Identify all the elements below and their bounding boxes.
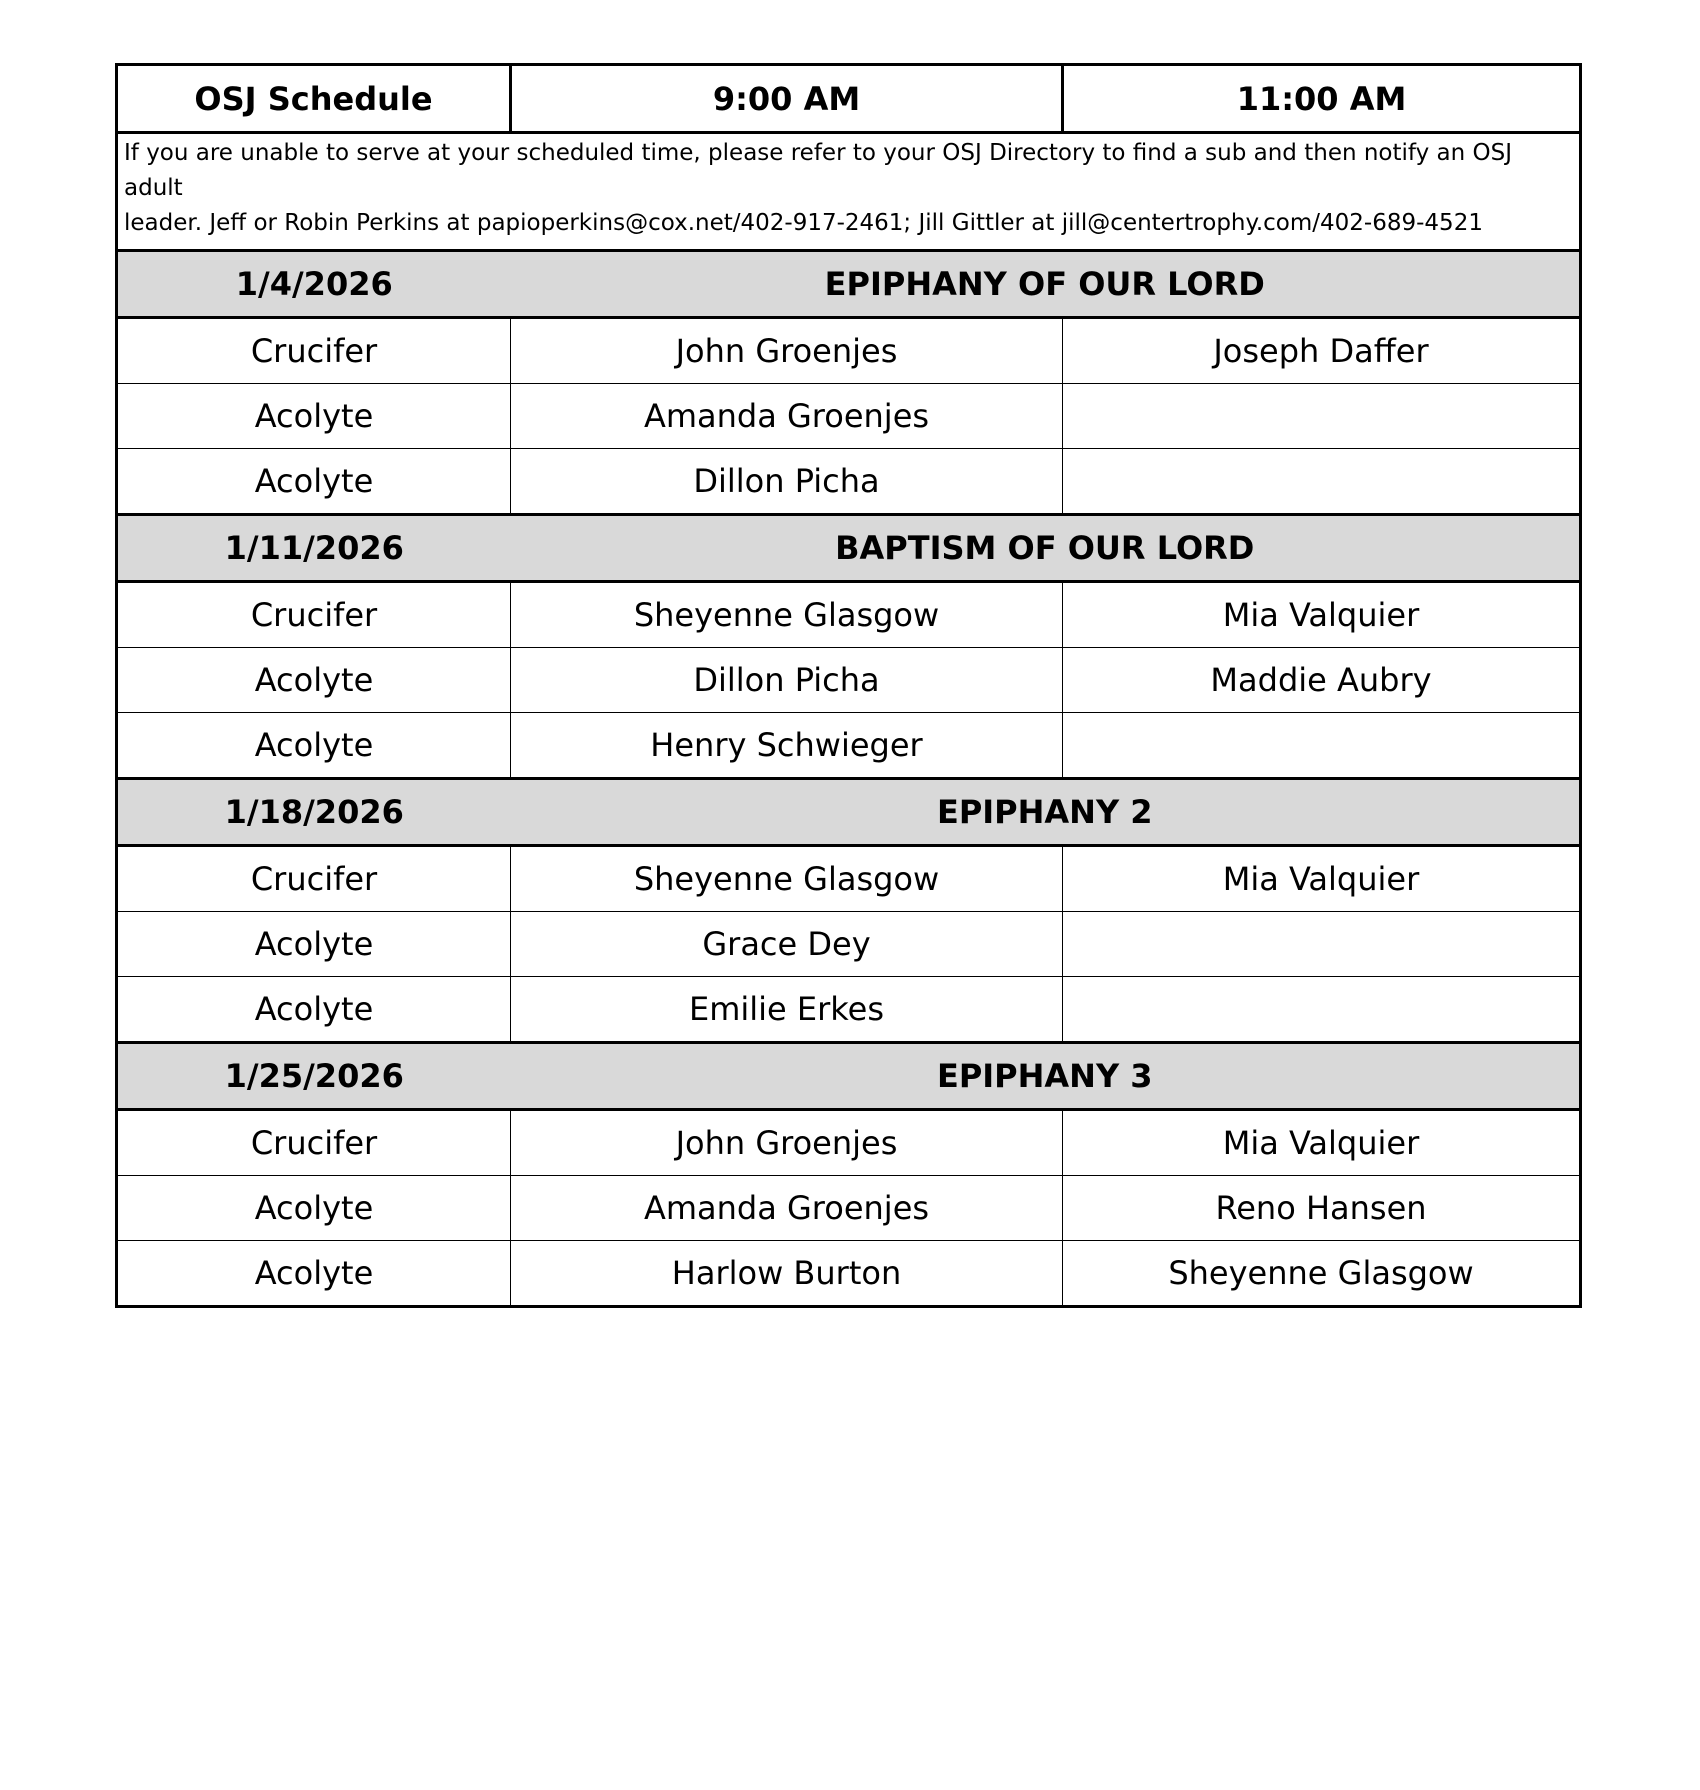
role-cell: Acolyte [117, 713, 511, 779]
role-cell: Acolyte [117, 1176, 511, 1241]
role-cell: Crucifer [117, 846, 511, 912]
week-header-row [117, 779, 1581, 846]
schedule-table [115, 63, 1582, 1308]
week-header-row [117, 1043, 1581, 1110]
table-row [117, 582, 1581, 648]
server-11am-cell: Sheyenne Glasgow [1063, 1241, 1581, 1307]
week-feast: EPIPHANY 2 [511, 779, 1581, 846]
instruction-line-1: If you are unable to serve at your scheduled time, please refer to your OSJ Directory to find a sub and then notify an OSJ adult [124, 140, 1512, 201]
server-9am-cell: Harlow Burton [511, 1241, 1063, 1307]
server-9am-cell: Dillon Picha [511, 648, 1063, 713]
server-11am-cell: Joseph Daffer [1063, 318, 1581, 384]
table-row [117, 648, 1581, 713]
role-cell: Crucifer [117, 582, 511, 648]
server-11am-cell [1063, 449, 1581, 515]
time-9am-header: 9:00 AM [511, 65, 1063, 133]
table-row [117, 977, 1581, 1043]
role-cell: Acolyte [117, 912, 511, 977]
server-9am-cell: John Groenjes [511, 318, 1063, 384]
server-9am-cell: Sheyenne Glasgow [511, 846, 1063, 912]
server-11am-cell: Mia Valquier [1063, 1110, 1581, 1176]
table-row [117, 1241, 1581, 1307]
server-9am-cell: Amanda Groenjes [511, 1176, 1063, 1241]
role-cell: Acolyte [117, 449, 511, 515]
instruction-note [117, 133, 1581, 251]
role-cell: Acolyte [117, 977, 511, 1043]
week-date: 1/4/2026 [117, 251, 511, 318]
instruction-line-2: leader. Jeff or Robin Perkins at papioperkins@cox.net/402-917-2461; Jill Gittler at jill@centertrophy.com/402-689-4521 [124, 210, 1483, 236]
week-feast: EPIPHANY OF OUR LORD [511, 251, 1581, 318]
week-header-row [117, 515, 1581, 582]
instruction-row [117, 133, 1581, 251]
table-row [117, 1176, 1581, 1241]
server-11am-cell [1063, 713, 1581, 779]
table-row [117, 846, 1581, 912]
role-cell: Crucifer [117, 1110, 511, 1176]
server-9am-cell: John Groenjes [511, 1110, 1063, 1176]
server-11am-cell [1063, 912, 1581, 977]
server-11am-cell: Maddie Aubry [1063, 648, 1581, 713]
table-row [117, 912, 1581, 977]
server-11am-cell [1063, 977, 1581, 1043]
role-cell: Crucifer [117, 318, 511, 384]
week-feast: BAPTISM OF OUR LORD [511, 515, 1581, 582]
header-row [117, 65, 1581, 133]
server-11am-cell: Reno Hansen [1063, 1176, 1581, 1241]
week-feast: EPIPHANY 3 [511, 1043, 1581, 1110]
server-9am-cell: Amanda Groenjes [511, 384, 1063, 449]
time-11am-header: 11:00 AM [1063, 65, 1581, 133]
week-header-row [117, 251, 1581, 318]
server-11am-cell: Mia Valquier [1063, 582, 1581, 648]
table-row [117, 384, 1581, 449]
server-9am-cell: Grace Dey [511, 912, 1063, 977]
schedule-title: OSJ Schedule [117, 65, 511, 133]
role-cell: Acolyte [117, 384, 511, 449]
server-9am-cell: Henry Schwieger [511, 713, 1063, 779]
week-date: 1/18/2026 [117, 779, 511, 846]
server-9am-cell: Dillon Picha [511, 449, 1063, 515]
week-date: 1/25/2026 [117, 1043, 511, 1110]
server-11am-cell [1063, 384, 1581, 449]
table-row [117, 713, 1581, 779]
server-11am-cell: Mia Valquier [1063, 846, 1581, 912]
role-cell: Acolyte [117, 648, 511, 713]
table-row [117, 1110, 1581, 1176]
role-cell: Acolyte [117, 1241, 511, 1307]
week-date: 1/11/2026 [117, 515, 511, 582]
server-9am-cell: Emilie Erkes [511, 977, 1063, 1043]
table-row [117, 449, 1581, 515]
table-row [117, 318, 1581, 384]
server-9am-cell: Sheyenne Glasgow [511, 582, 1063, 648]
